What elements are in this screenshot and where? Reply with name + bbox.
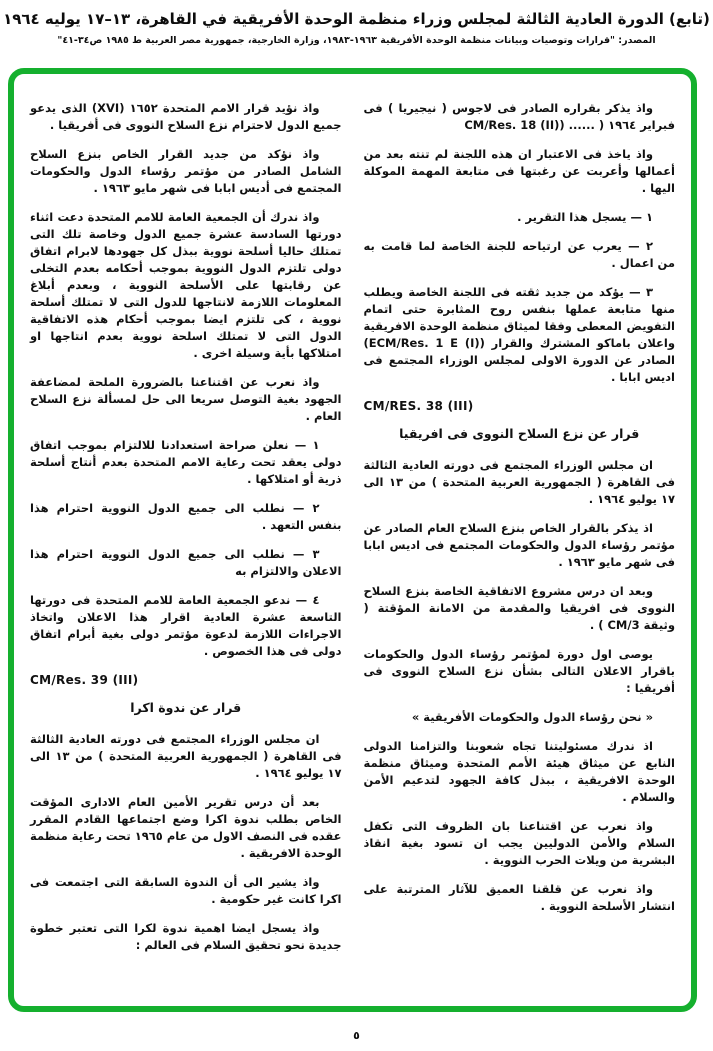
paragraph: ٢ — نطلب الى جميع الدول النووية احترام هذا بنفس التعهد . <box>30 501 342 532</box>
paragraph: ٣ — نطلب الى جميع الدول النووية احترام هذا الاعلان والالتزام به <box>30 547 342 578</box>
paragraph: واذ يسجل ايضا اهمية ندوة لكرا التى تعتبر خطوة جديدة نحو تحقيق السلام فى العالم : <box>30 921 342 952</box>
resolution-title: قرار عن نزع السلاح النووى فى افريقيا <box>399 426 640 441</box>
document-title: (تابع) الدورة العادية الثالثة لمجلس وزراء منظمة الوحدة الأفريقية في القاهرة، ١٣–١٧ يوليه ١٩٦٤ <box>3 10 710 28</box>
paragraph: واذ نعرب عن اقتناعنا بان الظروف التى تكفل السلام والأمن الدوليين يجب ان تسود بغية انقاذ البشرية من ويلات الحرب النووية . <box>363 819 675 867</box>
paragraph: واذ يشير الى أن الندوة السابقة التى اجتمعت فى اكرا كانت غير حكومية . <box>30 875 342 906</box>
resolution-code: CM/Res. 39 (III) <box>30 673 139 687</box>
column-left <box>30 100 342 1006</box>
paragraph: اذ ندرك مسئوليتنا تجاه شعوبنا والتزامنا الدولى النابع عن ميثاق هيئة الأمم المتحدة وميثاق منظمة الوحدة الافريقية ، ببذل كافة الجهود لتدعيم الأمن والسلام . <box>363 739 675 804</box>
paragraph: ٢ — يعرب عن ارتياحه للجنة الخاصة لما قامت به من اعمال . <box>363 239 675 270</box>
paragraph: واذ يذكر بقراره الصادر فى لاجوس ( نيجيريا ) فى فبراير ١٩٦٤ ( ...... (CM/Res. 18 (II) <box>363 101 675 132</box>
paragraph: ٣ — يؤكد من جديد ثقته فى اللجنة الخاصة ويطلب منها متابعة عملها بنفس روح المثابرة حتى اتمام التفويض المعطى وفقا لميثاق منظمة الوحدة الافريقية واعلان باماكو المشترك والقرار (ECM/Res. 1 E (I)) الصادر عن الدورة الاولى لمجلس الوزراء المجتمع فى اديس ابابا . <box>363 285 676 384</box>
page-header <box>0 0 713 46</box>
paragraph: بعد أن درس تقرير الأمين العام الادارى المؤقت الخاص بطلب ندوة اكرا وضع اجتماعها القادم المقرر عقده فى النصف الاول من عام ١٩٦٥ تحت رعاية منظمة الوحدة الافريقية . <box>30 795 342 860</box>
paragraph: واذ نعرب عن اقتناعنا بالضرورة الملحة لمضاعفة الجهود بغية التوصل سريعا الى حل لمسألة نزع السلاح العام . <box>30 375 342 423</box>
document-frame <box>8 68 697 1012</box>
paragraph: ١ — يسجل هذا التقرير . <box>517 210 653 224</box>
document-body <box>14 74 691 1006</box>
paragraph: « نحن رؤساء الدول والحكومات الأفريقية » <box>411 710 653 724</box>
paragraph: واذ نؤيد قرار الامم المتحدة ١٦٥٢ (XVI) الذى يدعو جميع الدول لاحترام نزع السلاح النووى فى أفريقيا . <box>30 101 342 132</box>
paragraph: واذ ندرك أن الجمعية العامة للامم المتحدة دعت اثناء دورتها السادسة عشرة جميع الدول وخاصة تلك التى تمتلك حاليا أسلحة نووية ببذل كل جهودها لابرام اتفاق دولى تلتزم الدول النووية بموجب أحكامه بعدم التخلى عن رقابتها على الأسلحة النووية ، وبعدم أبلاغ المعلومات اللازمة لانتاجها للدول التى لا تمتلك أسلحة نووية ، كى تلتزم ايضا بموجب أحكام هذه الاتفاقية الدول التى لا تمتلك اسلحة نووية بعدم انتاجها او امتلاكها بأية وسيلة اخرى . <box>30 210 342 360</box>
paragraph: واذ نعرب عن قلقنا العميق للآثار المترتبة على انتشار الأسلحة النووية . <box>363 882 675 913</box>
paragraph: ان مجلس الوزراء المجتمع فى دورته العادية الثالثة فى القاهرة ( الجمهورية العربية المتحدة ) من ١٣ الى ١٧ يوليو ١٩٦٤ . <box>30 732 342 780</box>
resolution-title: قرار عن ندوة اكرا <box>130 700 242 715</box>
paragraph: واذ ياخذ فى الاعتبار ان هذه اللجنة لم تنته بعد من أعمالها وأعربت عن رغبتها فى متابعة المهمة الموكلة اليها . <box>363 147 675 195</box>
resolution-code: CM/RES. 38 (III) <box>363 399 474 413</box>
paragraph: ٤ — ندعو الجمعية العامة للامم المتحدة فى دورتها التاسعة عشرة العادية اقرار هذا الاعلان واتخاذ الاجراءات اللازمة لدعوة مؤتمر دولى بغية أبرام اتفاق دولى فى هذا الخصوص . <box>30 593 342 658</box>
paragraph: وبعد ان درس مشروع الاتفاقية الخاصة بنزع السلاح النووى فى افريقيا والمقدمة من الامانة المؤقتة ( وثيقة CM/3 ) . <box>363 584 675 632</box>
paragraph: اذ يذكر بالقرار الخاص بنزع السلاح العام الصادر عن مؤتمر رؤساء الدول والحكومات المجتمع فى اديس ابابا فى شهر مايو ١٩٦٣ . <box>363 521 675 569</box>
paragraph: ان مجلس الوزراء المجتمع فى دورته العادية الثالثة فى القاهرة ( الجمهورية العربية المتحدة ) من ١٣ الى ١٧ يوليو ١٩٦٤ . <box>363 458 675 506</box>
document-source: المصدر: "قرارات وتوصيات وبيانات منظمة الوحدة الأفريقية ١٩٦٣-١٩٨٣، وزارة الخارجية، جمهورية مصر العربية ط ١٩٨٥ ص٣٤-٤١" <box>57 35 656 46</box>
page-number: ٥ <box>353 1029 360 1042</box>
paragraph: ١ — نعلن صراحة استعدادنا للالتزام بموجب اتفاق دولى يعقد تحت رعاية الامم المتحدة بعدم أنتاج أسلحة ذرية أو امتلاكها . <box>30 438 342 486</box>
paragraph: واذ نؤكد من جديد القرار الخاص بنزع السلاح الشامل الصادر من مؤتمر رؤساء الدول والحكومات المجتمع فى أديس ابابا فى شهر مايو ١٩٦٣ . <box>30 147 342 195</box>
column-right <box>364 100 676 1006</box>
paragraph: يوصى اول دورة لمؤتمر رؤساء الدول والحكومات باقرار الاعلان التالى بشأن نزع السلاح النووى فى أفريقيا : <box>363 647 675 695</box>
